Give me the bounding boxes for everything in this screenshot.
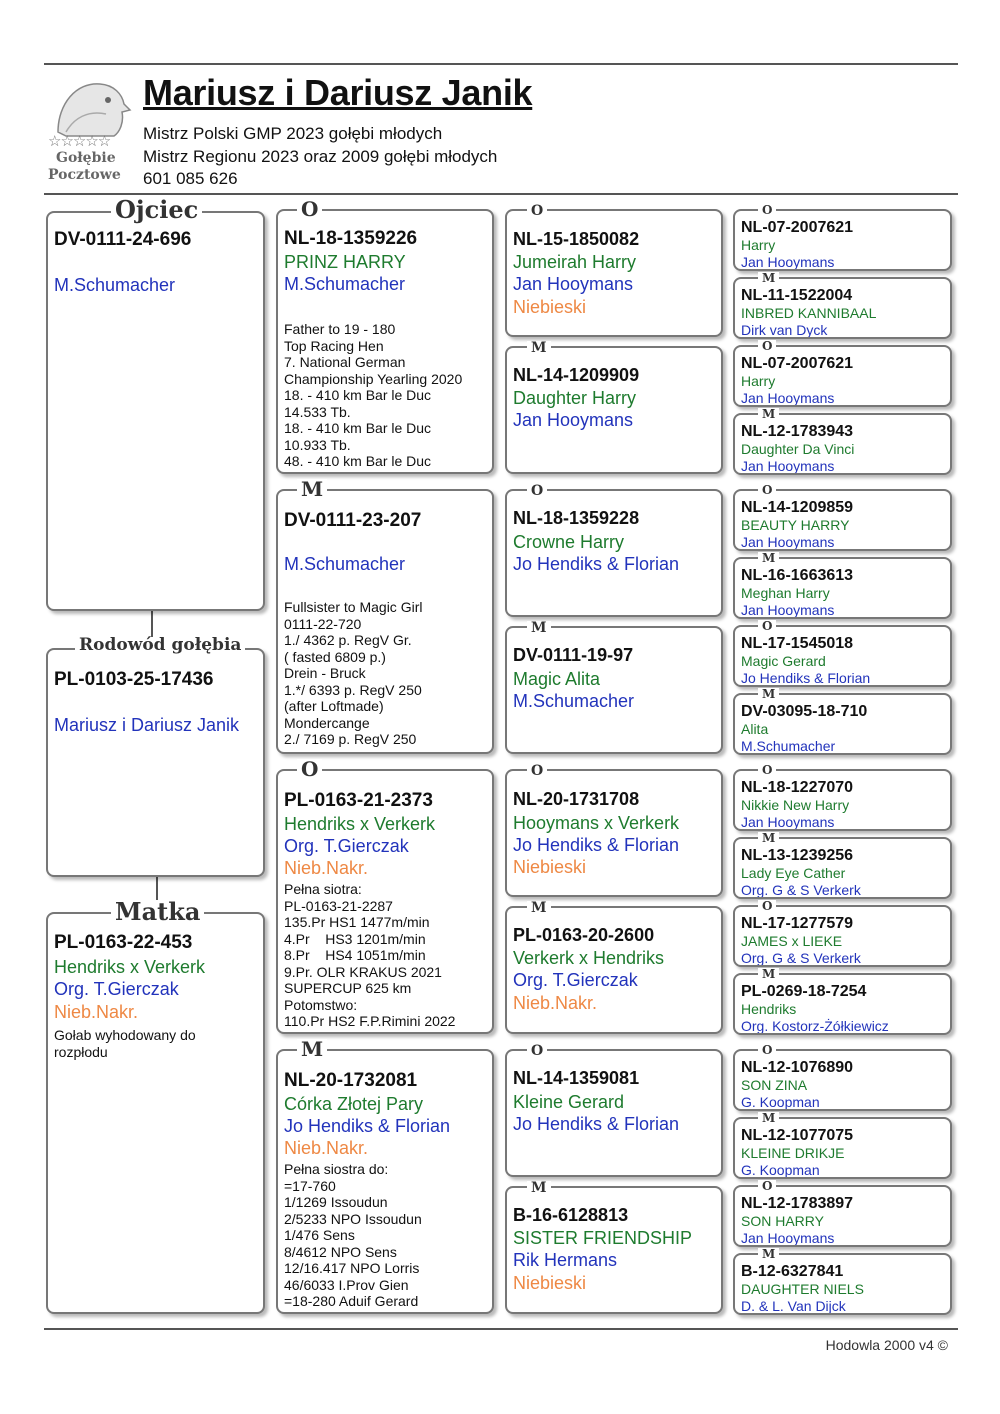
gen3-label-4: M xyxy=(527,621,551,635)
gen3-card-2[interactable] xyxy=(505,346,723,474)
gen3-card-5[interactable] xyxy=(505,769,723,897)
gen3-label-1: O xyxy=(527,204,547,218)
father-owner: M.Schumacher xyxy=(54,275,176,295)
gen4-label-6: M xyxy=(758,552,779,564)
gen4-card-5[interactable] xyxy=(733,489,952,551)
header-line-2: Mistrz Regionu 2023 oraz 2009 gołębi młodych xyxy=(143,147,498,166)
gen4-owner: Jan Hooymans xyxy=(741,1230,835,1246)
gen4-owner: Org. Kostorz-Żółkiewicz xyxy=(741,1018,889,1034)
gen2-name: PRINZ HARRY xyxy=(284,252,406,272)
gen4-name: Hendriks xyxy=(741,1001,797,1017)
gen4-ring: NL-07-2007621 xyxy=(741,219,854,236)
gen2-ring: NL-20-1732081 xyxy=(284,1070,418,1091)
gen4-label-16: M xyxy=(758,1248,779,1260)
gen3-color: Niebieski xyxy=(513,297,587,317)
gen4-card-1[interactable] xyxy=(733,209,952,271)
gen4-name: Meghan Harry xyxy=(741,585,830,601)
gen4-name: INBRED KANNIBAAL xyxy=(741,305,877,321)
gen4-owner: Jan Hooymans xyxy=(741,458,835,474)
gen4-ring: NL-12-1783897 xyxy=(741,1195,854,1212)
gen4-card-13[interactable] xyxy=(733,1049,952,1111)
gen4-owner: G. Koopman xyxy=(741,1094,820,1110)
gen3-owner: Jo Hendiks & Florian xyxy=(513,835,680,855)
gen4-label-13: O xyxy=(758,1044,776,1056)
gen3-ring: NL-20-1731708 xyxy=(513,789,640,809)
gen3-card-4[interactable] xyxy=(505,626,723,754)
gen4-name: SON HARRY xyxy=(741,1213,824,1229)
footer-software-credit: Hodowla 2000 v4 © xyxy=(825,1337,948,1353)
gen3-name: Jumeirah Harry xyxy=(513,252,637,272)
gen4-label-14: M xyxy=(758,1112,779,1124)
gen4-card-11[interactable] xyxy=(733,905,952,967)
gen3-card-1[interactable] xyxy=(505,209,723,337)
mother-label: Matka xyxy=(111,900,204,924)
gen3-ring: NL-14-1209909 xyxy=(513,365,640,385)
gen3-owner: M.Schumacher xyxy=(513,691,635,711)
gen4-name: Magic Gerard xyxy=(741,653,826,669)
gen2-note: Fullsister to Magic Girl 0111-22-720 1./ 4362 p. RegV Gr. ( fasted 6809 p.) Drein - Bruck 1.*/ 6393 p. RegV 250 (after Loftmade) Mondercange 2./ 7169 p. RegV 250 xyxy=(284,599,423,747)
gen4-label-15: O xyxy=(758,1180,776,1192)
mother-color: Nieb.Nakr. xyxy=(54,1002,139,1022)
gen3-owner: Jo Hendiks & Florian xyxy=(513,554,680,574)
gen3-card-7[interactable] xyxy=(505,1049,723,1177)
gen3-color: Niebieski xyxy=(513,1273,587,1293)
subject-owner: Mariusz i Dariusz Janik xyxy=(54,715,240,735)
gen2-card-3[interactable] xyxy=(276,769,494,1034)
mother-ring: PL-0163-22-453 xyxy=(54,932,193,953)
gen4-owner: Org. G & S Verkerk xyxy=(741,882,861,898)
gen4-label-2: M xyxy=(758,272,779,284)
gen4-label-4: M xyxy=(758,408,779,420)
gen2-ring: PL-0163-21-2373 xyxy=(284,790,433,811)
gen4-name: BEAUTY HARRY xyxy=(741,517,850,533)
gen4-name: Harry xyxy=(741,373,776,389)
gen4-ring: NL-14-1209859 xyxy=(741,499,854,516)
gen3-label-7: O xyxy=(527,1044,547,1058)
gen3-name: Daughter Harry xyxy=(513,388,637,408)
gen4-card-10[interactable] xyxy=(733,837,952,899)
gen4-label-8: M xyxy=(758,688,779,700)
gen4-card-7[interactable] xyxy=(733,625,952,687)
gen2-ring: DV-0111-23-207 xyxy=(284,510,422,531)
gen4-name: SON ZINA xyxy=(741,1077,808,1093)
gen3-name: Hooymans x Verkerk xyxy=(513,813,680,833)
gen4-ring: NL-17-1545018 xyxy=(741,635,854,652)
gen3-owner: Rik Hermans xyxy=(513,1250,618,1270)
gen3-ring: NL-14-1359081 xyxy=(513,1068,640,1088)
gen4-card-9[interactable] xyxy=(733,769,952,831)
gen4-owner: Jan Hooymans xyxy=(741,254,835,270)
gen2-label-4: M xyxy=(297,1039,327,1059)
gen3-name: Verkerk x Hendriks xyxy=(513,948,665,968)
gen4-card-15[interactable] xyxy=(733,1185,952,1247)
gen4-card-4[interactable] xyxy=(733,413,952,475)
gen4-owner: Org. G & S Verkerk xyxy=(741,950,861,966)
mother-card[interactable] xyxy=(46,912,265,1314)
breeder-title: Mariusz i Dariusz Janik xyxy=(143,72,533,113)
gen3-color: Niebieski xyxy=(513,857,587,877)
gen4-owner: D. & L. Van Dijck xyxy=(741,1298,846,1314)
gen4-card-8[interactable] xyxy=(733,693,952,755)
gen4-owner: Dirk van Dyck xyxy=(741,322,828,338)
gen3-owner: Jan Hooymans xyxy=(513,410,634,430)
gen2-color: Nieb.Nakr. xyxy=(284,1138,369,1158)
gen4-owner: G. Koopman xyxy=(741,1162,820,1178)
pedigree-label: Rodowód gołębia xyxy=(75,637,245,654)
gen4-name: Alita xyxy=(741,721,769,737)
gen4-card-3[interactable] xyxy=(733,345,952,407)
header-top-rule xyxy=(44,63,958,65)
gen4-ring: NL-11-1522004 xyxy=(741,287,853,304)
gen2-label-1: O xyxy=(297,199,322,219)
gen3-name: Kleine Gerard xyxy=(513,1092,625,1112)
gen3-owner: Org. T.Gierczak xyxy=(513,970,638,990)
gen2-note: Pełna siostra do: =17-760 1/1269 Issoudun 2/5233 NPO Issoudun 1/476 Sens 8/4612 NPO Sens 12/16.417 NPO Lorris 46/6033 I.Prov Gien =18-280 Aduif Gerard xyxy=(284,1161,422,1309)
gen3-name: Crowne Harry xyxy=(513,532,625,552)
gen4-ring: NL-12-1076890 xyxy=(741,1059,854,1076)
logo-text-line-2: Pocztowe xyxy=(48,167,121,183)
gen2-name: Córka Złotej Pary xyxy=(284,1094,424,1114)
gen3-owner: Jo Hendiks & Florian xyxy=(513,1114,680,1134)
gen4-label-7: O xyxy=(758,620,776,632)
gen4-ring: NL-13-1239256 xyxy=(741,847,854,864)
gen4-card-16[interactable] xyxy=(733,1253,952,1315)
mother-note: Gołab wyhodowany do rozpłodu xyxy=(54,1027,196,1060)
gen2-label-2: M xyxy=(297,479,327,499)
gen4-name: JAMES x LIEKE xyxy=(741,933,843,949)
gen4-ring: NL-17-1277579 xyxy=(741,915,854,932)
footer-rule xyxy=(44,1328,958,1330)
gen3-ring: PL-0163-20-2600 xyxy=(513,925,655,945)
father-label: Ojciec xyxy=(111,198,202,222)
gen4-label-12: M xyxy=(758,968,779,980)
gen4-name: KLEINE DRIKJE xyxy=(741,1145,845,1161)
gen4-ring: PL-0269-18-7254 xyxy=(741,983,867,1000)
gen2-ring: NL-18-1359226 xyxy=(284,228,418,249)
gen4-card-6[interactable] xyxy=(733,557,952,619)
gen3-label-8: M xyxy=(527,1181,551,1195)
gen2-owner: M.Schumacher xyxy=(284,554,406,574)
header-line-3: 601 085 626 xyxy=(143,169,238,188)
gen4-owner: Jan Hooymans xyxy=(741,390,835,406)
father-card[interactable] xyxy=(46,211,265,611)
gen4-label-5: O xyxy=(758,484,776,496)
gen4-card-14[interactable] xyxy=(733,1117,952,1179)
gen2-card-2[interactable] xyxy=(276,489,494,754)
gen3-card-8[interactable] xyxy=(505,1186,723,1314)
gen3-label-3: O xyxy=(527,484,547,498)
gen2-owner: M.Schumacher xyxy=(284,274,406,294)
gen4-ring: NL-16-1663613 xyxy=(741,567,854,584)
mother-owner: Org. T.Gierczak xyxy=(54,979,179,999)
gen3-card-3[interactable] xyxy=(505,489,723,617)
gen3-ring: DV-0111-19-97 xyxy=(513,645,634,665)
gen3-label-6: M xyxy=(527,901,551,915)
gen3-label-2: M xyxy=(527,341,551,355)
gen2-owner: Jo Hendiks & Florian xyxy=(284,1116,451,1136)
gen4-owner: Jo Hendiks & Florian xyxy=(741,670,871,686)
gen3-owner: Jan Hooymans xyxy=(513,274,634,294)
gen4-owner: Jan Hooymans xyxy=(741,534,835,550)
gen4-name: Harry xyxy=(741,237,776,253)
gen4-ring: NL-07-2007621 xyxy=(741,355,854,372)
gen4-ring: NL-12-1077075 xyxy=(741,1127,854,1144)
gen3-ring: NL-15-1850082 xyxy=(513,229,640,249)
gen3-ring: B-16-6128813 xyxy=(513,1205,629,1225)
gen4-ring: NL-12-1783943 xyxy=(741,423,854,440)
father-ring: DV-0111-24-696 xyxy=(54,229,192,250)
gen4-label-3: O xyxy=(758,340,776,352)
gen4-ring: B-12-6327841 xyxy=(741,1263,844,1280)
gen3-label-5: O xyxy=(527,764,547,778)
gen2-owner: Org. T.Gierczak xyxy=(284,836,409,856)
gen2-note: Father to 19 - 180 Top Racing Hen 7. National German Championship Yearling 2020 18. - 410 km Bar le Duc 14.533 Tb. 18. - 410 km Bar le Duc 10.933 Tb. 48. - 410 km Bar le Duc xyxy=(284,321,463,469)
gen4-card-12[interactable] xyxy=(733,973,952,1035)
gen4-card-2[interactable] xyxy=(733,277,952,339)
gen3-card-6[interactable] xyxy=(505,906,723,1034)
gen3-color: Nieb.Nakr. xyxy=(513,993,598,1013)
gen2-color: Nieb.Nakr. xyxy=(284,858,369,878)
gen2-label-3: O xyxy=(297,759,322,779)
subject-ring: PL-0103-25-17436 xyxy=(54,669,214,690)
gen4-name: Lady Eye Cather xyxy=(741,865,846,881)
pigeon-logo xyxy=(44,74,136,186)
gen4-name: Nikkie New Harry xyxy=(741,797,850,813)
subject-card[interactable] xyxy=(46,648,265,877)
gen4-label-1: O xyxy=(758,204,776,216)
gen3-ring: NL-18-1359228 xyxy=(513,508,640,528)
gen3-name: Magic Alita xyxy=(513,669,601,689)
mother-name: Hendriks x Verkerk xyxy=(54,957,206,977)
gen4-label-9: O xyxy=(758,764,776,776)
logo-text-line-1: Gołębie xyxy=(56,150,116,166)
gen2-note: Pełna siotra: PL-0163-21-2287 135.Pr HS1 1477m/min 4.Pr HS3 1201m/min 8.Pr HS4 1051m/min 9.Pr. OLR KRAKUS 2021 SUPERCUP 625 km Potomstwo: 110.Pr HS2 F.P.Rimini 2022 xyxy=(284,881,456,1029)
gen4-owner: Jan Hooymans xyxy=(741,814,835,830)
gen4-label-10: M xyxy=(758,832,779,844)
logo-stars: ☆☆☆☆☆ xyxy=(48,133,111,150)
gen2-card-1[interactable] xyxy=(276,209,494,474)
gen4-ring: NL-18-1227070 xyxy=(741,779,854,796)
gen2-card-4[interactable] xyxy=(276,1049,494,1314)
header-line-1: Mistrz Polski GMP 2023 gołębi młodych xyxy=(143,124,443,143)
gen4-name: DAUGHTER NIELS xyxy=(741,1281,864,1297)
gen4-label-11: O xyxy=(758,900,776,912)
gen2-name: Hendriks x Verkerk xyxy=(284,814,436,834)
gen4-owner: Jan Hooymans xyxy=(741,602,835,618)
gen4-owner: M.Schumacher xyxy=(741,738,836,754)
gen4-name: Daughter Da Vinci xyxy=(741,441,855,457)
gen4-ring: DV-03095-18-710 xyxy=(741,703,868,720)
gen3-name: SISTER FRIENDSHIP xyxy=(513,1228,693,1248)
